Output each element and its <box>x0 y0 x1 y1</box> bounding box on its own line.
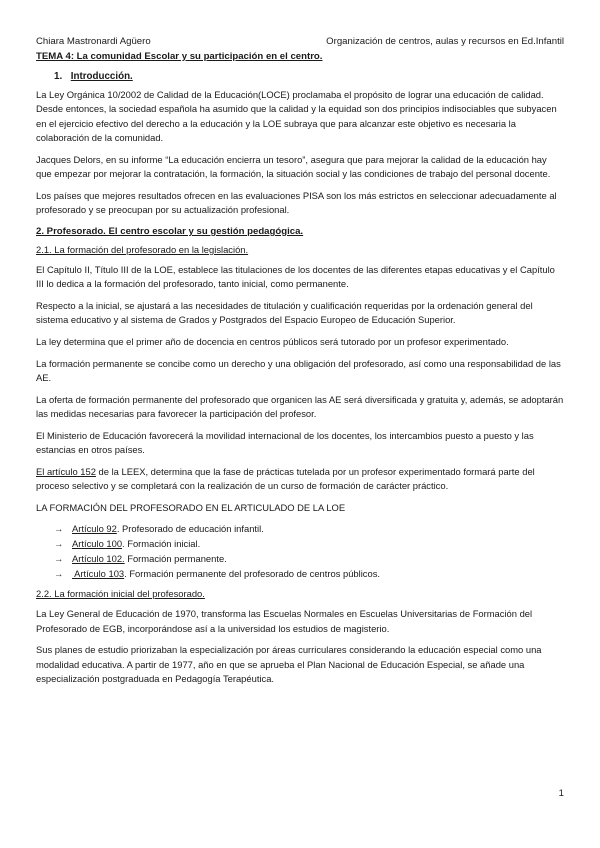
paragraph: La formación permanente se concibe como un derecho y una obligación del profesorado, así como una responsabilidad de las AE. <box>36 357 561 384</box>
article-description: . Formación permanente del profesorado de centros públicos. <box>124 568 380 580</box>
article-description: . Profesorado de educación infantil. <box>116 523 264 535</box>
article-link[interactable]: Artículo 100 <box>72 538 123 550</box>
section-1-number: 1. <box>54 71 63 82</box>
paragraph: El Capítulo II, Título III de la LOE, establece las titulaciones de los docentes de las diferentes etapas educativas y el Capítulo III lo dedica a la formación del profesorado, tanto inicial, como permanente. <box>36 263 555 290</box>
section-2-heading: 2. Profesorado. El centro escolar y su gestión pedagógica. <box>36 225 304 237</box>
paragraph: Los países que mejores resultados ofrecen en las evaluaciones PISA son los más estrictos en seleccionar adecuadamente al profesorado y se preocupan por su actualización profesional. <box>36 189 557 216</box>
paragraph: Jacques Delors, en su informe “La educación encierra un tesoro”, asegura que para mejorar la calidad de la educación hay que empezar por mejorar la contratación, la formación, la situación social y las condiciones de trabajo del personal docente. <box>36 153 551 179</box>
arrow-right-icon: → <box>54 553 64 565</box>
paragraph: La ley determina que el primer año de docencia en centros públicos será tutorado por un profesor experimentado. <box>36 336 509 348</box>
arrow-right-icon: → <box>54 523 64 535</box>
article-152-link[interactable]: El artículo 152 <box>36 466 96 478</box>
paragraph: La oferta de formación permanente del profesorado que organicen las AE será diversificada y gratuita y, además, se adoptarán las medidas necesarias para favorecer la participación del profesor. <box>36 393 564 420</box>
list-item <box>54 536 564 551</box>
topic-title: TEMA 4: La comunidad Escolar y su participación en el centro. <box>36 51 323 62</box>
page-header <box>36 36 564 50</box>
article-link[interactable]: Artículo 103 <box>72 568 125 580</box>
arrow-right-icon: → <box>54 568 64 580</box>
section-1-heading <box>54 71 564 82</box>
list-item <box>54 551 564 566</box>
section-1-title: Introducción. <box>70 71 133 82</box>
arrow-right-icon: → <box>54 538 64 550</box>
page-number: 1 <box>558 788 564 799</box>
article-link[interactable]: Artículo 102. <box>72 553 125 565</box>
article-list <box>54 521 564 581</box>
course-title: Organización de centros, aulas y recursos en Ed.Infantil <box>326 36 564 47</box>
list-item <box>54 521 564 536</box>
paragraph: Sus planes de estudio priorizaban la especialización por áreas curriculares considerando la educación especial como una modalidad educativa. A partir de 1977, año en que se aprueba el Plan Nacional de Educación Especial, se añade una especialización postgraduada en Pedagogía Terapéutica. <box>36 644 542 684</box>
paragraph: Respecto a la inicial, se ajustará a las necesidades de titulación y cualificación requeridas por la ordenación general del sistema educativo y al sistema de Grados y Postgrados del Espacio Europeo de Educación Superior. <box>36 299 533 326</box>
article-description: Formación permanente. <box>124 553 227 565</box>
leex-paragraph <box>36 465 564 494</box>
document-page <box>36 36 564 694</box>
loe-articles-heading: LA FORMACIÓN DEL PROFESORADO EN EL ARTICULADO DE LA LOE <box>36 502 346 514</box>
leex-text: de la LEEX, determina que la fase de prácticas tutelada por un profesor experimentado formará parte del proceso selectivo y se completará con la realización de un curso de formación de carácter práctico. <box>36 466 535 492</box>
subsection-2-1-heading: 2.1. La formación del profesorado en la legislación. <box>36 243 249 255</box>
article-link[interactable]: Artículo 92 <box>72 523 117 535</box>
paragraph: La Ley Orgánica 10/2002 de Calidad de la Educación(LOCE) proclamaba el propósito de lograr una educación de calidad. Desde entonces, la sociedad española ha asumido que la calidad y la equidad son dos principios indisociables que subyacen en el ejercicio efectivo del derecho a la educación y la LOE subraya que para alcanzar este objetivo es necesaria la colaboración de la comunidad. <box>36 89 557 143</box>
subsection-2-2-heading: 2.2. La formación inicial del profesorado. <box>36 588 205 600</box>
paragraph: El Ministerio de Educación favorecerá la movilidad internacional de los docentes, los intercambios puesto a puesto y las estancias en otros países. <box>36 430 534 456</box>
author-name: Chiara Mastronardi Agüero <box>36 36 151 47</box>
list-item <box>54 566 564 581</box>
paragraph: La Ley General de Educación de 1970, transforma las Escuelas Normales en Escuelas Universitarias de Formación del Profesorado de EGB, incorporándose así a la universidad los estudios de magisterio. <box>36 608 533 634</box>
article-description: . Formación inicial. <box>122 538 201 550</box>
